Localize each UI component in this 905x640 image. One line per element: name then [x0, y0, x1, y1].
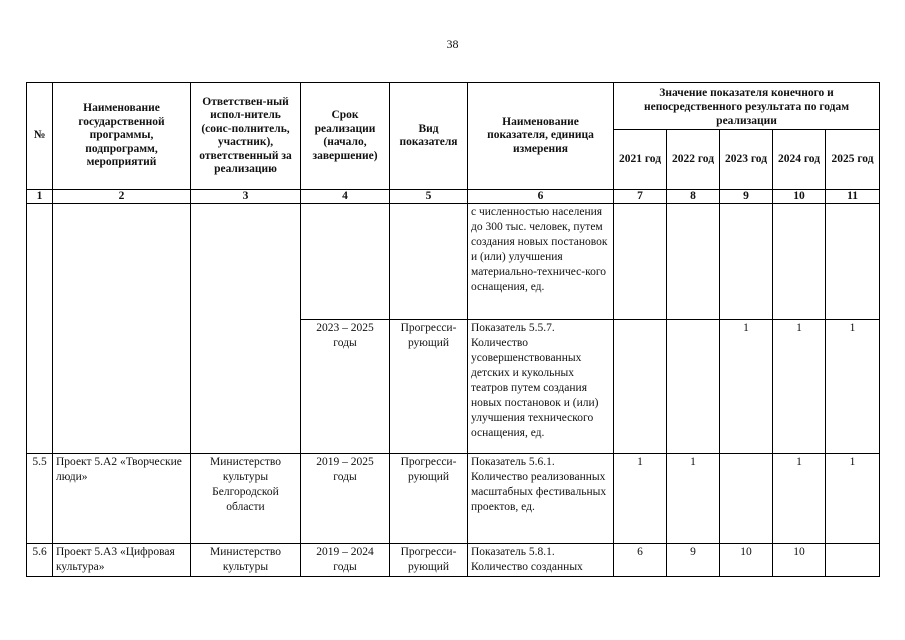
- header-row-1: [27, 83, 880, 130]
- row-type: Прогресси-рующий: [390, 544, 468, 577]
- table-row: [27, 454, 880, 544]
- header-num: №: [27, 83, 53, 190]
- row-period: 2019 – 2024 годы: [301, 544, 390, 577]
- column-number-row: [27, 190, 880, 204]
- row-num: 5.5: [27, 454, 53, 544]
- header-executor: Ответствен-ный испол-нитель (соис-полнитель, участник), ответственный за реализацию: [191, 83, 301, 190]
- row-value-2022: [667, 320, 720, 454]
- row-type: Прогресси-рующий: [390, 320, 468, 454]
- column-number: 11: [826, 190, 880, 204]
- row-indicator: с численностью населения до 300 тыс. человек, путем создания новых постановок и (или) улучшения материально-техничес-кого оснащения, ед.: [468, 204, 614, 320]
- column-number: 5: [390, 190, 468, 204]
- row-type: [390, 204, 468, 320]
- row-value-2024: 10: [773, 544, 826, 577]
- column-number: 1: [27, 190, 53, 204]
- header-year-2025: 2025 год: [826, 130, 880, 190]
- row-value-2021: [614, 204, 667, 320]
- row-value-2025: 1: [826, 320, 880, 454]
- row-period: 2019 – 2025 годы: [301, 454, 390, 544]
- row-value-2023: 1: [720, 320, 773, 454]
- column-number: 2: [53, 190, 191, 204]
- row-name: Проект 5.А2 «Творческие люди»: [53, 454, 191, 544]
- column-number: 6: [468, 190, 614, 204]
- header-year-2024: 2024 год: [773, 130, 826, 190]
- column-number: 8: [667, 190, 720, 204]
- table-row: [27, 204, 880, 320]
- row-type: Прогресси-рующий: [390, 454, 468, 544]
- row-value-2023: [720, 454, 773, 544]
- row-name: Проект 5.А3 «Цифровая культура»: [53, 544, 191, 577]
- row-period: [301, 204, 390, 320]
- row-value-2021: 6: [614, 544, 667, 577]
- row-value-2022: 9: [667, 544, 720, 577]
- row-name: [53, 204, 191, 454]
- row-executor: Министерство культуры: [191, 544, 301, 577]
- column-number: 3: [191, 190, 301, 204]
- row-num: 5.6: [27, 544, 53, 577]
- header-year-2022: 2022 год: [667, 130, 720, 190]
- column-number: 4: [301, 190, 390, 204]
- column-number: 7: [614, 190, 667, 204]
- header-period: Срок реализации (начало, завершение): [301, 83, 390, 190]
- table-row: [27, 544, 880, 577]
- page-number: 38: [446, 37, 459, 51]
- row-period: 2023 – 2025 годы: [301, 320, 390, 454]
- header-type: Вид показателя: [390, 83, 468, 190]
- row-value-2024: 1: [773, 454, 826, 544]
- row-indicator: Показатель 5.8.1. Количество созданных: [468, 544, 614, 577]
- row-value-2024: [773, 204, 826, 320]
- row-value-2022: 1: [667, 454, 720, 544]
- indicators-table: [26, 82, 880, 577]
- header-year-2023: 2023 год: [720, 130, 773, 190]
- row-value-2025: [826, 544, 880, 577]
- column-number: 9: [720, 190, 773, 204]
- row-executor: [191, 204, 301, 454]
- row-value-2025: [826, 204, 880, 320]
- column-number: 10: [773, 190, 826, 204]
- header-name: Наименование государственной программы, подпрограмм, мероприятий: [53, 83, 191, 190]
- row-indicator: Показатель 5.6.1. Количество реализованных масштабных фестивальных проектов, ед.: [468, 454, 614, 544]
- row-indicator: Показатель 5.5.7. Количество усовершенствованных детских и кукольных театров путем создания новых постановок и (или) улучшения технического оснащения, ед.: [468, 320, 614, 454]
- row-value-2025: 1: [826, 454, 880, 544]
- header-values-group: Значение показателя конечного и непосредственного результата по годам реализации: [614, 83, 880, 130]
- row-num: [27, 204, 53, 454]
- row-value-2021: 1: [614, 454, 667, 544]
- header-year-2021: 2021 год: [614, 130, 667, 190]
- row-value-2021: [614, 320, 667, 454]
- row-executor: Министерство культуры Белгородской области: [191, 454, 301, 544]
- row-value-2024: 1: [773, 320, 826, 454]
- row-value-2023: 10: [720, 544, 773, 577]
- row-value-2023: [720, 204, 773, 320]
- header-indicator: Наименование показателя, единица измерения: [468, 83, 614, 190]
- row-value-2022: [667, 204, 720, 320]
